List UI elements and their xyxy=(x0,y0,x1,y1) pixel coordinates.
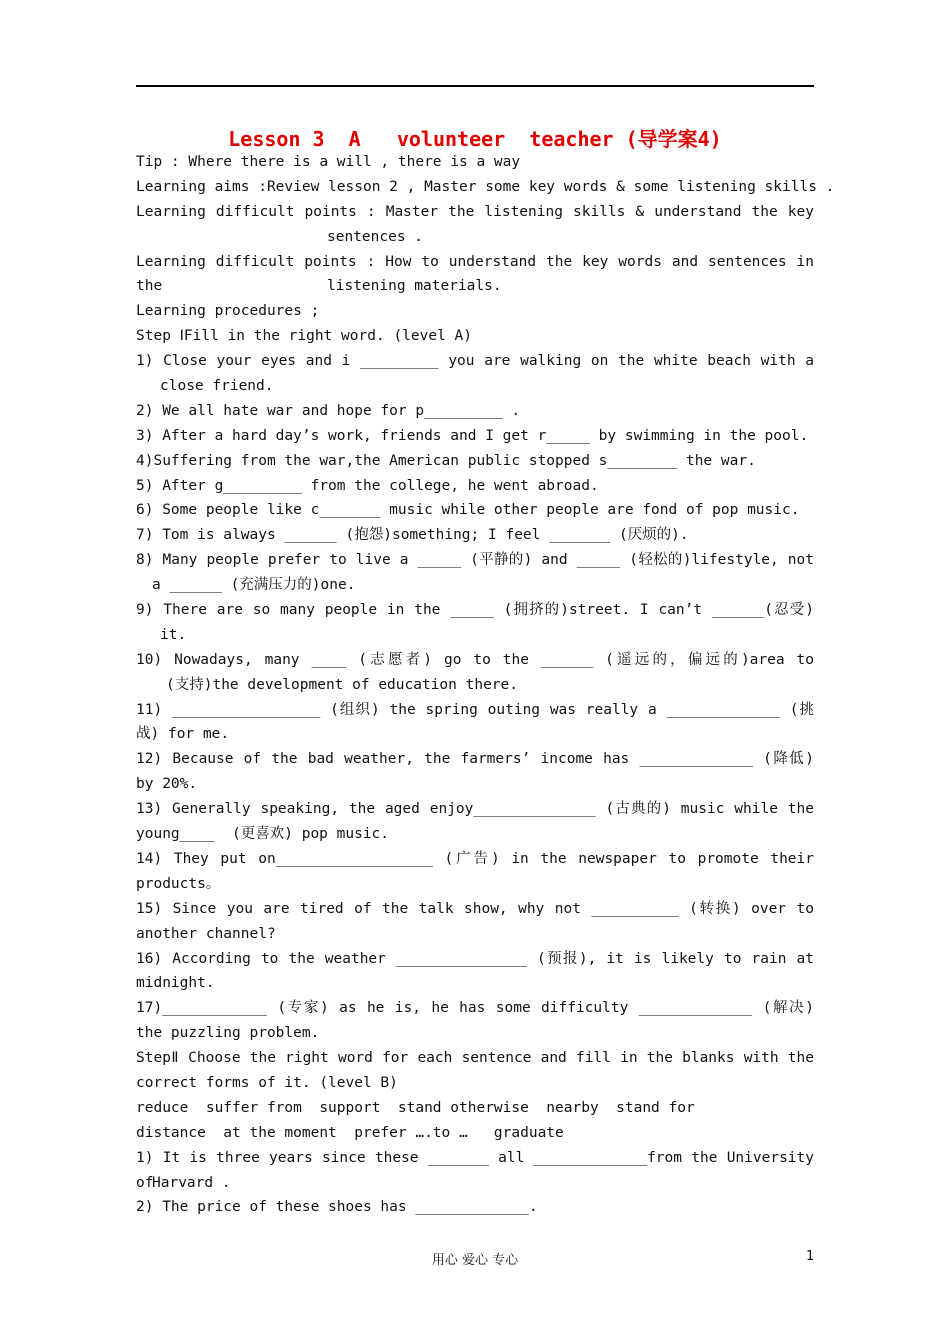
text-line: 2) We all hate war and hope for p_________ . xyxy=(136,402,521,419)
text-line: 7) Tom is always ______ (抱怨)something; I feel _______ (厌烦的). xyxy=(136,527,689,544)
text-line: StepⅡ Choose the right word for each sentence and fill in the blanks with the xyxy=(136,1050,814,1067)
text-line: 4)Suffering from the war,the American public stopped s________ the war. xyxy=(136,452,756,469)
text-line: Learning aims :Review lesson 2 , Master some key words & some listening skills . xyxy=(136,178,835,195)
text-line: another channel? xyxy=(136,925,276,942)
text-line: close friend. xyxy=(160,378,274,395)
text-line: distance at the moment prefer ….to … graduate xyxy=(136,1124,564,1141)
text-line: 6) Some people like c_______ music while other people are fond of pop music. xyxy=(136,502,800,519)
text-line: correct forms of it. (level B) xyxy=(136,1074,398,1091)
page-title: Lesson 3 A volunteer teacher (导学案4) xyxy=(228,127,722,151)
text-line: a ______ (充满压力的)one. xyxy=(152,577,356,594)
page-number: 1 xyxy=(806,1249,815,1264)
text-line: reduce suffer from support stand otherwise nearby stand for xyxy=(136,1099,695,1116)
text-line: sentences . xyxy=(327,228,424,245)
text-line: 10) Nowadays, many ____ (志愿者) go to the ______ (遥远的，偏远的)area to xyxy=(136,651,814,668)
text-line: 13) Generally speaking, the aged enjoy______________ (古典的) music while the xyxy=(136,801,814,818)
text-line: it. xyxy=(160,626,187,643)
document-body xyxy=(136,150,835,1220)
text-line: 3) After a hard day’s work, friends and I get r_____ by swimming in the pool. xyxy=(136,427,809,444)
text-line: 5) After g_________ from the college, he went abroad. xyxy=(136,477,599,494)
text-line: 14) They put on__________________ (广告) in the newspaper to promote their xyxy=(136,850,814,867)
text-line: 2) The price of these shoes has _____________. xyxy=(136,1199,538,1216)
text-line: products。 xyxy=(136,875,221,892)
text-line: young____ (更喜欢) pop music. xyxy=(136,826,390,843)
text-line: 15) Since you are tired of the talk show, why not __________ (转换) over to xyxy=(136,900,814,917)
text-line: Learning procedures ; xyxy=(136,303,320,320)
text-line: 9) There are so many people in the _____ (拥挤的)street. I can’t ______(忍受) xyxy=(136,602,814,619)
text-line: by 20%. xyxy=(136,776,198,793)
text-line: Learning difficult points : Master the listening skills & understand the key xyxy=(136,203,814,220)
text-line: Tip : Where there is a will , there is a way xyxy=(136,154,521,170)
text-line: listening materials. xyxy=(327,278,502,295)
text-line: Step ⅠFill in the right word. (level A) xyxy=(136,328,473,345)
text-line: the puzzling problem. xyxy=(136,1025,320,1042)
text-line: 8) Many people prefer to live a _____ (平静的) and _____ (轻松的)lifestyle, not xyxy=(136,552,814,569)
text-line: 11) _________________ (组织) the spring outing was really a _____________ (挑 xyxy=(136,701,814,718)
text-line: Harvard . xyxy=(152,1174,231,1191)
text-line: 1) Close your eyes and i _________ you are walking on the white beach with a xyxy=(136,353,814,370)
text-line: Learning difficult points : How to understand the key words and sentences in the xyxy=(136,253,814,295)
text-line: (支持)the development of education there. xyxy=(166,676,519,693)
text-line: 17)____________ (专家) as he is, he has some difficulty _____________ (解决) xyxy=(136,1000,814,1017)
text-line: 12) Because of the bad weather, the farmers’ income has _____________ (降低) xyxy=(136,751,814,768)
text-line: midnight. xyxy=(136,975,215,992)
footer-motto: 用心 爱心 专心 xyxy=(431,1253,519,1268)
header-rule xyxy=(136,85,814,87)
text-line: 1) It is three years since these _______ all _____________from the University of xyxy=(136,1149,814,1191)
text-line: 16) According to the weather _______________ (预报), it is likely to rain at xyxy=(136,950,814,967)
text-line: 战) for me. xyxy=(136,726,230,743)
